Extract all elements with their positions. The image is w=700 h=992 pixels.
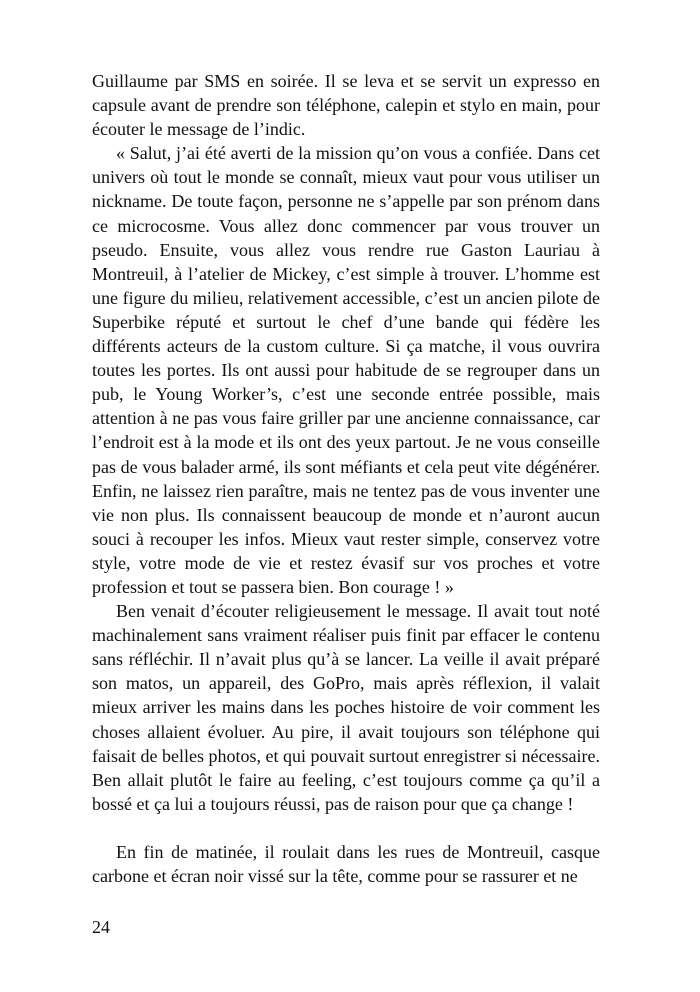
paragraph-ben-reaction: Ben venait d’écouter religieusement le message. Il avait tout noté machinalement sans vraiment réaliser puis finit par effacer le contenu sans réfléchir. Il n’avait plus qu’à se lancer. La veille il avait préparé son matos, un appareil, des GoPro, mais après réflexion, il valait mieux arriver les mains dans les poches histoire de voir comment les choses allaient évoluer. Au pire, il avait toujours son téléphone qui faisait de belles photos, et qui pouvait surtout enregistrer si nécessaire. Ben allait plutôt le faire au feeling, c’est toujours comme ça qu’il a bossé et ça lui a toujours réussi, pas de raison pour que ça change ! bbox=[92, 601, 600, 814]
paragraph-new-section: En fin de matinée, il roulait dans les rues de Montreuil, casque carbone et écran noir vissé sur la tête, comme pour se rassurer et ne bbox=[92, 842, 600, 887]
page-number: 24 bbox=[92, 917, 110, 937]
body-text bbox=[92, 69, 600, 888]
paragraph-informant-message: « Salut, j’ai été averti de la mission qu’on vous a confiée. Dans cet univers où tout le monde se connaît, mieux vaut pour vous utiliser un nickname. De toute façon, personne ne s’appelle par son prénom dans ce microcosme. Vous allez donc commencer par vous trouver un pseudo. Ensuite, vous allez vous rendre rue Gaston Lauriau à Montreuil, à l’atelier de Mickey, c’est simple à trouver. L’homme est une figure du milieu, relativement accessible, c’est un ancien pilote de Superbike réputé et surtout le chef d’une bande qui fédère les différents acteurs de la custom culture. Si ça matche, il vous ouvrira toutes les portes. Ils ont aussi pour habitude de se regrouper dans un pub, le Young Worker’s, c’est une seconde entrée possible, mais attention à ne pas vous faire griller par une ancienne connaissance, car l’endroit est à la mode et ils ont des yeux partout. Je ne vous conseille pas de vous balader armé, ils sont méfiants et cela peut vite dégénérer. Enfin, ne laissez rien paraître, mais ne tentez pas de vous inventer une vie non plus. Ils connaissent beaucoup de monde et n’auront aucun souci à recouper les infos. Mieux vaut rester simple, conservez votre style, votre mode de vie et restez évasif sur vos proches et votre profession et tout se passera bien. Bon courage ! » bbox=[92, 143, 600, 597]
paragraph-continuation: Guillaume par SMS en soirée. Il se leva et se servit un expresso en capsule avant de prendre son téléphone, calepin et stylo en main, pour écouter le message de l’indic. bbox=[92, 71, 600, 140]
